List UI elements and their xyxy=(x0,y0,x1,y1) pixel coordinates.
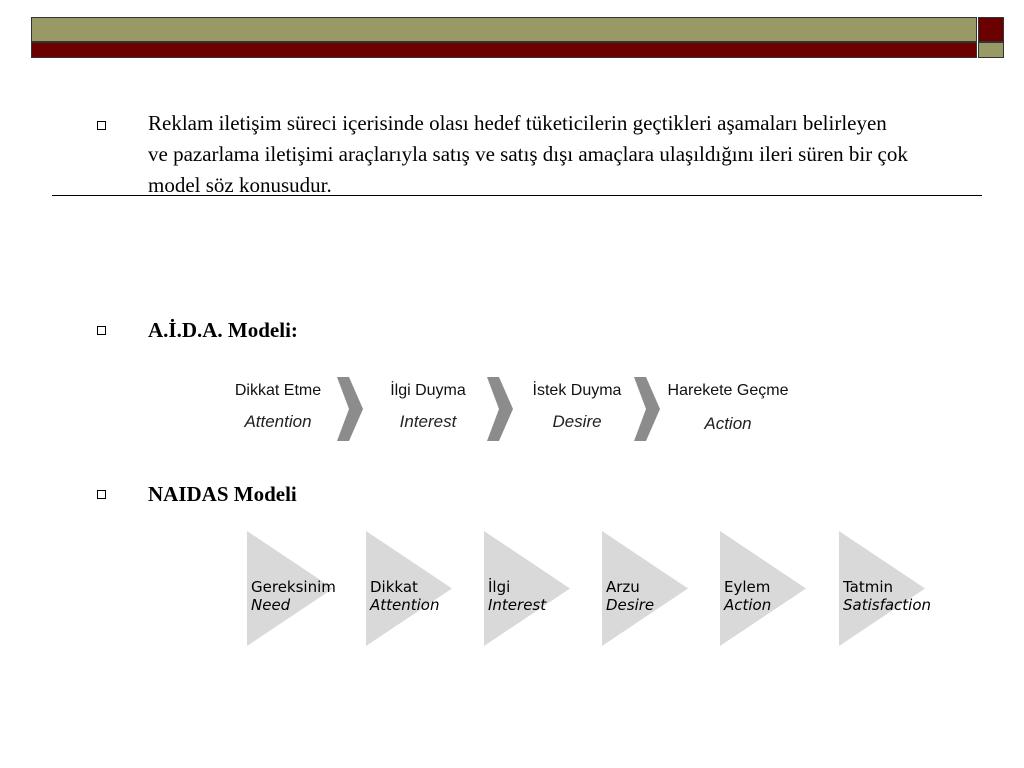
aida-step-en: Action xyxy=(704,414,752,433)
aida-step-action xyxy=(663,382,793,434)
header-bar-maroon xyxy=(31,42,977,58)
naidas-step-need xyxy=(251,578,336,614)
aida-step-tr: Dikkat Etme xyxy=(234,382,322,399)
chevron-right-icon xyxy=(337,377,363,441)
aida-step-tr: İstek Duyma xyxy=(532,382,622,399)
aida-heading: A.İ.D.A. Modeli: xyxy=(148,318,298,342)
naidas-step-en: Desire xyxy=(606,596,655,614)
chevron-right-icon xyxy=(634,377,660,441)
bullet-square-icon xyxy=(97,490,106,499)
naidas-step-action xyxy=(724,578,771,614)
naidas-step-attention xyxy=(370,578,440,614)
aida-step-en: Attention xyxy=(244,412,312,431)
naidas-step-satisfaction xyxy=(843,578,931,614)
naidas-step-interest xyxy=(488,578,546,614)
chevron-right-icon xyxy=(487,377,513,441)
naidas-step-en: Need xyxy=(251,596,291,614)
naidas-step-en: Satisfaction xyxy=(843,596,932,614)
header-square-olive xyxy=(978,42,1004,58)
naidas-heading: NAIDAS Modeli xyxy=(148,482,297,506)
naidas-step-tr: Arzu xyxy=(606,578,640,596)
naidas-step-en: Interest xyxy=(488,596,547,614)
naidas-step-tr: İlgi xyxy=(488,578,511,596)
divider-line xyxy=(52,195,982,196)
naidas-step-en: Attention xyxy=(370,596,440,614)
aida-step-tr: Harekete Geçme xyxy=(667,382,789,399)
naidas-step-tr: Dikkat xyxy=(370,578,418,596)
bullet-square-icon xyxy=(97,326,106,335)
intro-paragraph: Reklam iletişim süreci içerisinde olası hedef tüketicilerin geçtikleri aşamaları belirleyen ve pazarlama iletişimi araçlarıyla satış ve satış dışı amaçlara ulaşıldığını ileri süren bir çok model söz konusudur. xyxy=(148,111,908,197)
aida-step-desire xyxy=(517,382,637,432)
naidas-step-tr: Eylem xyxy=(724,578,771,596)
bullet-square-icon xyxy=(97,121,106,130)
naidas-step-en: Action xyxy=(724,596,772,614)
aida-step-tr: İlgi Duyma xyxy=(390,382,466,399)
aida-step-attention xyxy=(218,382,338,432)
aida-step-en: Interest xyxy=(399,412,457,431)
header-bar-olive xyxy=(31,17,977,42)
naidas-step-tr: Tatmin xyxy=(843,578,894,596)
naidas-step-tr: Gereksinim xyxy=(251,578,336,596)
header-square-maroon xyxy=(978,17,1004,42)
aida-step-interest xyxy=(368,382,488,432)
naidas-step-desire xyxy=(606,578,654,614)
aida-step-en: Desire xyxy=(552,412,602,431)
